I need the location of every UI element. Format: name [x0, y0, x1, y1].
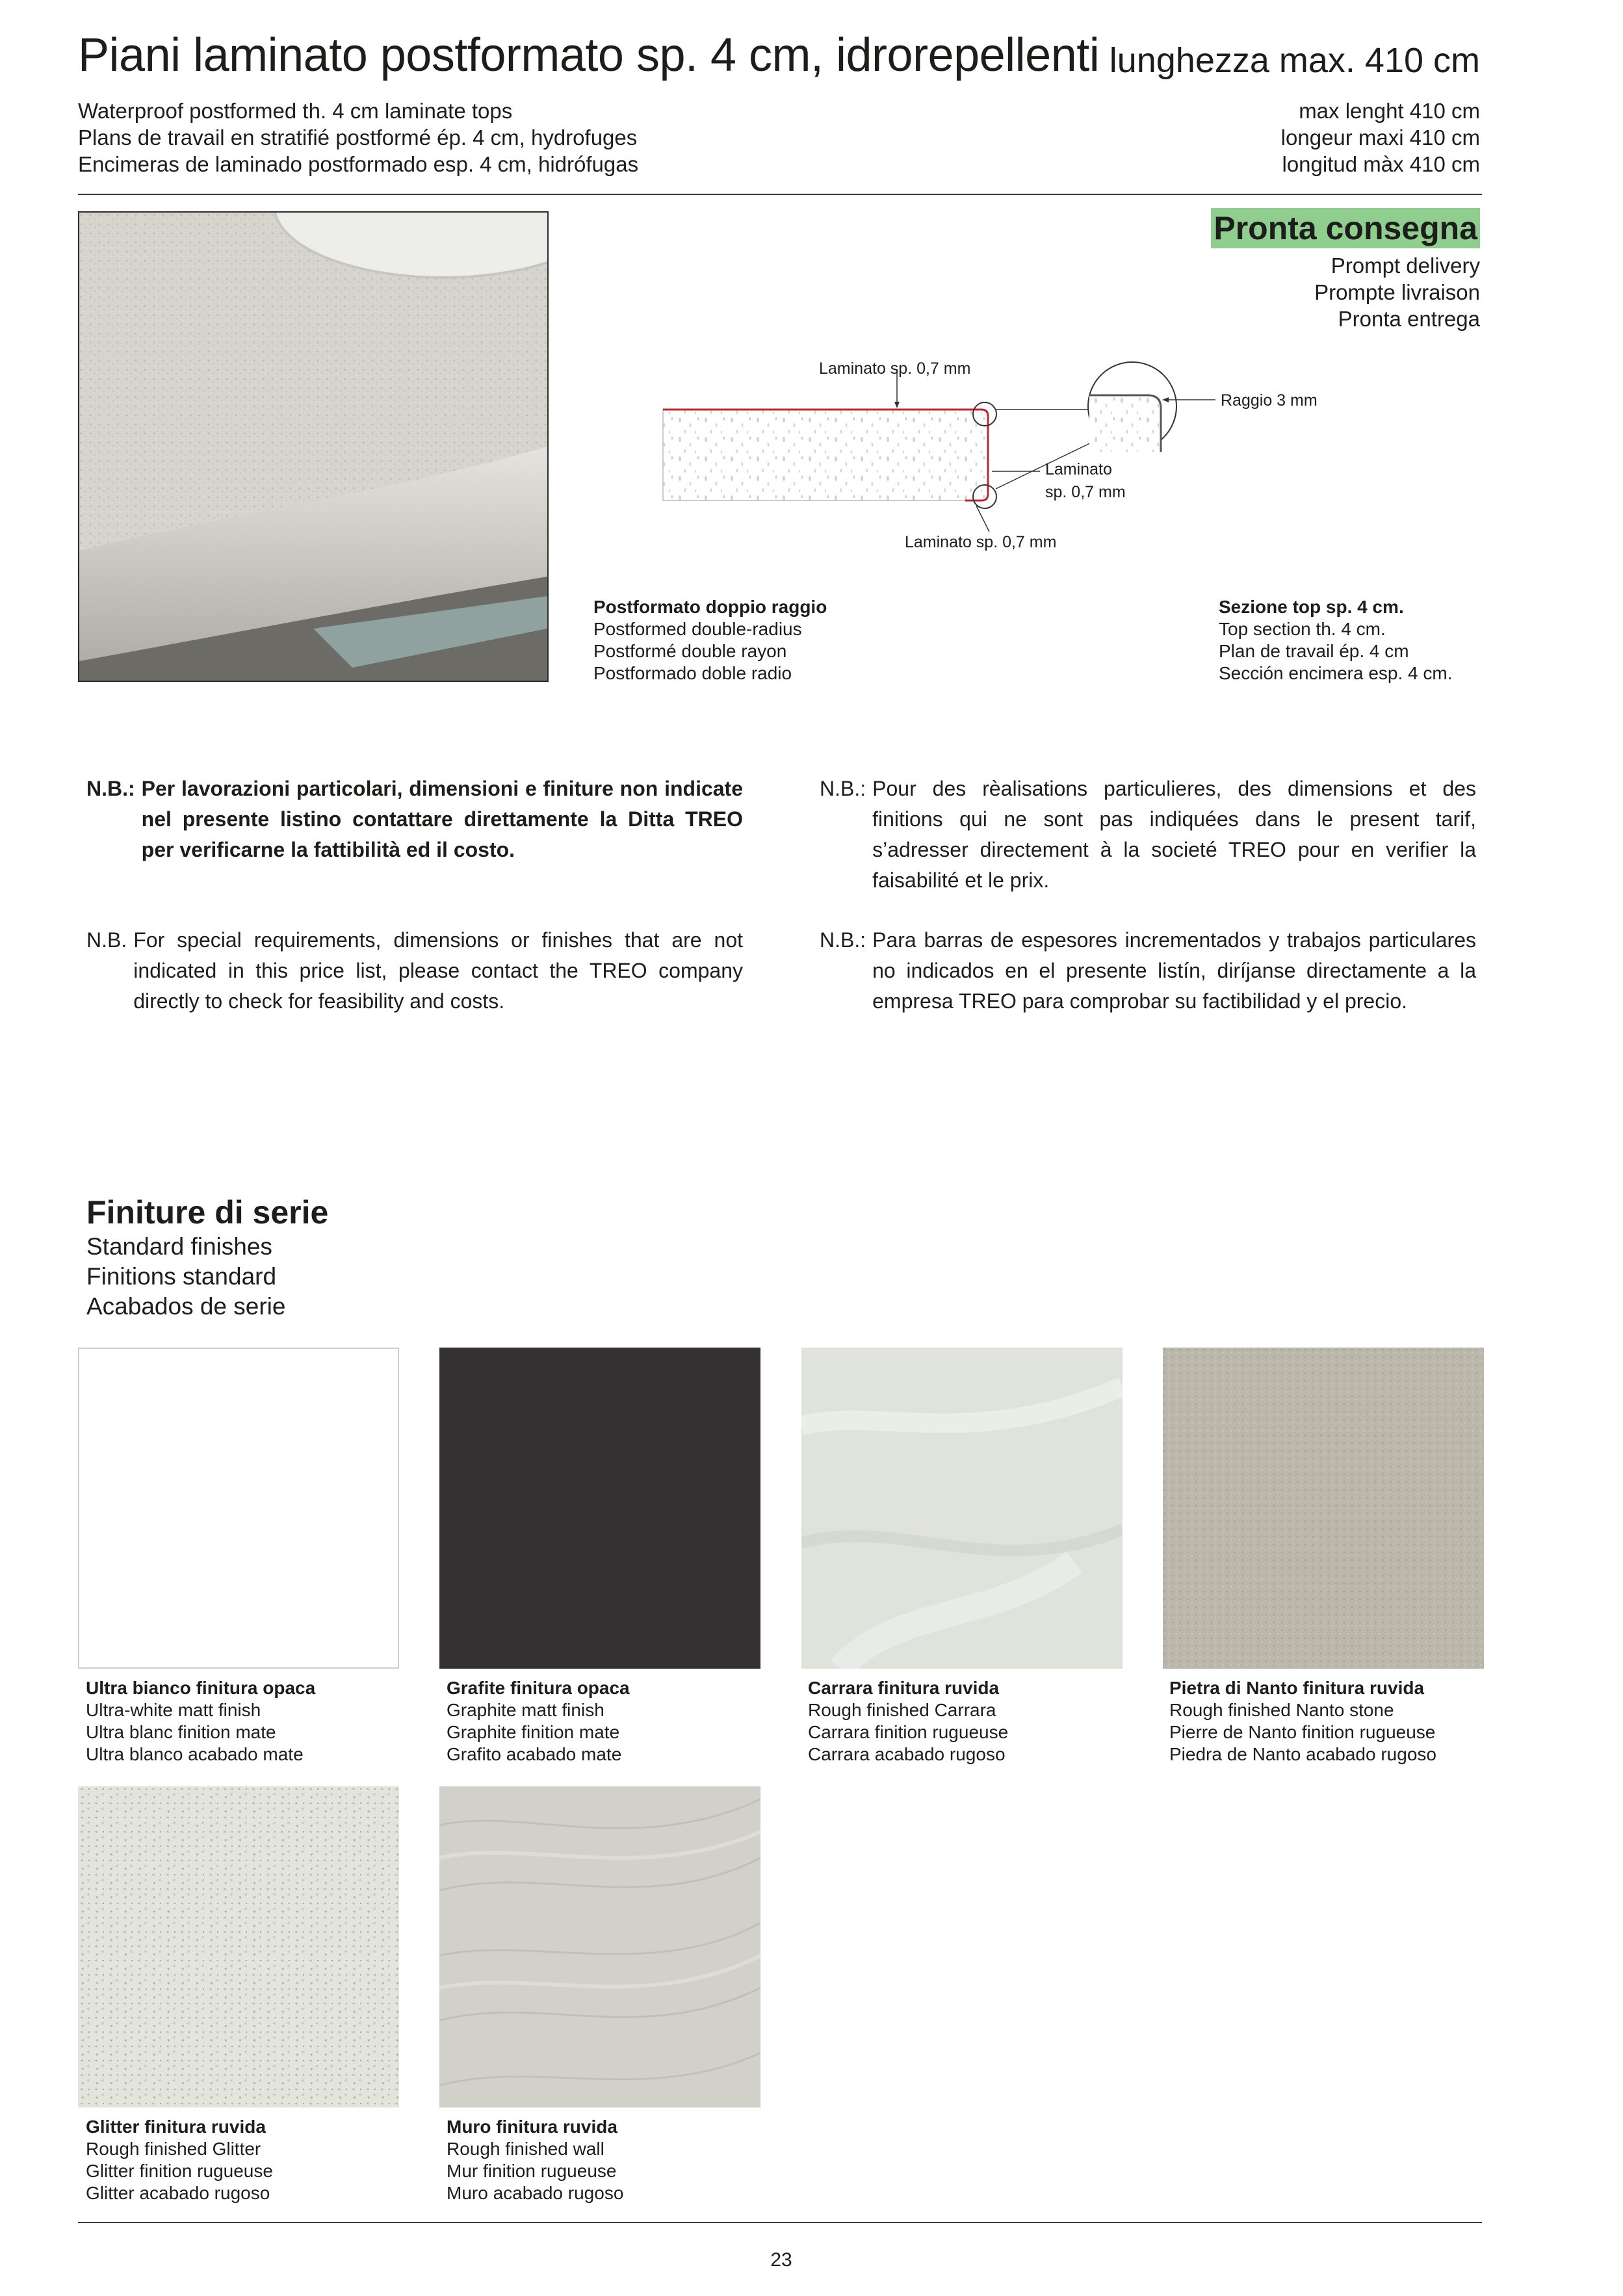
- caption-left-en: Postformed double-radius: [593, 619, 802, 639]
- delivery-en: Prompt delivery: [1331, 254, 1480, 278]
- arrow-top: [894, 402, 900, 408]
- swatch-ultra-bianco: [78, 1348, 399, 1669]
- note-english-label: N.B.: [86, 928, 127, 952]
- zoom-body: [1089, 395, 1161, 452]
- finishes-sub-en: Standard finishes: [86, 1233, 272, 1260]
- finish-caption-5: [86, 2116, 273, 2204]
- finishes-sub-fr: Finitions standard: [86, 1263, 277, 1290]
- swatch-pietra-nanto: [1163, 1348, 1484, 1669]
- finish-1-en: Ultra-white matt finish: [86, 1700, 261, 1720]
- caption-left-es: Postformado doble radio: [593, 663, 792, 683]
- label-side-2: sp. 0,7 mm: [1045, 483, 1126, 501]
- top-section-body: [663, 410, 988, 501]
- subtitle-es: Encimeras de laminado postformado esp. 4 cm, hidrófugas: [78, 152, 639, 176]
- label-radius: Raggio 3 mm: [1221, 391, 1318, 410]
- finish-5-name: Glitter finitura ruvida: [86, 2117, 266, 2137]
- finish-caption-2: [447, 1677, 630, 1766]
- finish-5-en: Rough finished Glitter: [86, 2139, 261, 2159]
- finish-caption-4: [1169, 1677, 1436, 1766]
- caption-left: [593, 596, 827, 685]
- swatch-glitter: [78, 1786, 399, 2107]
- delivery-es: Pronta entrega: [1338, 307, 1480, 331]
- caption-left-fr: Postformé double rayon: [593, 641, 787, 661]
- finish-2-es: Grafito acabado mate: [447, 1744, 622, 1764]
- caption-right-title: Sezione top sp. 4 cm.: [1219, 597, 1404, 617]
- finish-6-en: Rough finished wall: [447, 2139, 604, 2159]
- finish-caption-1: [86, 1677, 315, 1766]
- page-title: Piani laminato postformato sp. 4 cm, idrorepellenti: [78, 29, 1100, 81]
- finishes-sub-es: Acabados de serie: [86, 1293, 286, 1320]
- max-length-en: max lenght 410 cm: [1299, 99, 1480, 123]
- note-italian: [86, 774, 743, 865]
- finish-1-name: Ultra bianco finitura opaca: [86, 1678, 316, 1698]
- prompt-delivery-badge: Pronta consegna: [1211, 208, 1480, 248]
- finish-caption-3: [808, 1677, 1008, 1766]
- note-spanish-label: N.B.:: [820, 928, 866, 952]
- note-spanish-text: Para barras de espesores incrementados y trabajos particulares no indicados en el presente listín, diríjanse directamente a la empresa TREO para comprobar su factibilidad y el precio.: [872, 928, 1476, 1013]
- label-side-1: Laminato: [1045, 460, 1112, 478]
- finishes-header: [86, 1193, 328, 1322]
- swatch-muro: [439, 1786, 760, 2107]
- caption-right-en: Top section th. 4 cm.: [1219, 619, 1386, 639]
- subtitles-right: [1281, 98, 1480, 177]
- note-french: [820, 774, 1476, 896]
- finish-1-es: Ultra blanco acabado mate: [86, 1744, 304, 1764]
- finish-6-name: Muro finitura ruvida: [447, 2117, 617, 2137]
- swatch-glitter-texture: [78, 1786, 399, 2107]
- finish-4-fr: Pierre de Nanto finition rugueuse: [1169, 1722, 1436, 1742]
- note-italian-label: N.B.:: [86, 777, 135, 800]
- note-english: [86, 925, 743, 1017]
- finish-6-fr: Mur finition rugueuse: [447, 2161, 617, 2181]
- max-length: lunghezza max. 410 cm: [1109, 41, 1480, 80]
- finish-2-fr: Graphite finition mate: [447, 1722, 620, 1742]
- finish-5-es: Glitter acabado rugoso: [86, 2183, 270, 2203]
- finish-3-fr: Carrara finition rugueuse: [808, 1722, 1009, 1742]
- note-french-label: N.B.:: [820, 777, 866, 800]
- caption-right: [1219, 596, 1453, 685]
- header-divider: [78, 194, 1482, 195]
- swatch-carrara: [801, 1348, 1123, 1669]
- caption-right-es: Sección encimera esp. 4 cm.: [1219, 663, 1453, 683]
- delivery-fr: Prompte livraison: [1314, 280, 1480, 304]
- max-length-es: longitud màx 410 cm: [1282, 152, 1480, 176]
- caption-right-fr: Plan de travail ép. 4 cm: [1219, 641, 1409, 661]
- page-number: 23: [770, 2249, 792, 2271]
- label-top: Laminato sp. 0,7 mm: [819, 359, 971, 378]
- note-italian-text: Per lavorazioni particolari, dimensioni e finiture non indicate nel presente listino contattare direttamente la Ditta TREO per verificarne la fattibilità ed il costo.: [141, 777, 743, 861]
- finish-2-en: Graphite matt finish: [447, 1700, 604, 1720]
- note-french-text: Pour des rèalisations particulieres, des dimensions et des finitions qui ne sont pas indiquées dans le present tarif, s’adresser directement à la societé TREO pour en verifier la faisabilité et le prix.: [872, 777, 1476, 892]
- note-english-text: For special requirements, dimensions or finishes that are not indicated in this price list, please contact the TREO company directly to check for feasibility and costs.: [133, 928, 743, 1013]
- finish-3-es: Carrara acabado rugoso: [808, 1744, 1006, 1764]
- leader-bottom: [976, 506, 989, 532]
- finish-caption-6: [447, 2116, 623, 2204]
- swatch-carrara-texture: [801, 1348, 1123, 1669]
- finish-5-fr: Glitter finition rugueuse: [86, 2161, 273, 2181]
- label-bottom: Laminato sp. 0,7 mm: [905, 533, 1057, 551]
- finish-3-en: Rough finished Carrara: [808, 1700, 996, 1720]
- subtitles-left: [78, 98, 638, 177]
- subtitle-fr: Plans de travail en stratifié postformé ép. 4 cm, hydrofuges: [78, 125, 638, 150]
- product-photo: [78, 211, 549, 682]
- caption-left-title: Postformato doppio raggio: [593, 597, 827, 617]
- finish-4-es: Piedra de Nanto acabado rugoso: [1169, 1744, 1436, 1764]
- finish-1-fr: Ultra blanc finition mate: [86, 1722, 276, 1742]
- note-spanish: [820, 925, 1476, 1017]
- prompt-delivery-translations: [1314, 252, 1480, 332]
- swatch-pietra-nanto-texture: [1163, 1348, 1484, 1669]
- max-length-fr: longeur maxi 410 cm: [1280, 125, 1480, 150]
- finish-3-name: Carrara finitura ruvida: [808, 1678, 1000, 1698]
- subtitle-en: Waterproof postformed th. 4 cm laminate tops: [78, 99, 513, 123]
- product-photo-image: [79, 213, 547, 681]
- finish-4-name: Pietra di Nanto finitura ruvida: [1169, 1678, 1425, 1698]
- finishes-title: Finiture di serie: [86, 1194, 329, 1231]
- section-diagram: [650, 338, 1365, 566]
- finish-6-es: Muro acabado rugoso: [447, 2183, 624, 2203]
- finish-2-name: Grafite finitura opaca: [447, 1678, 630, 1698]
- finish-4-en: Rough finished Nanto stone: [1169, 1700, 1394, 1720]
- footer-divider: [78, 2222, 1482, 2223]
- swatch-muro-texture: [439, 1786, 760, 2107]
- swatch-grafite: [439, 1348, 760, 1669]
